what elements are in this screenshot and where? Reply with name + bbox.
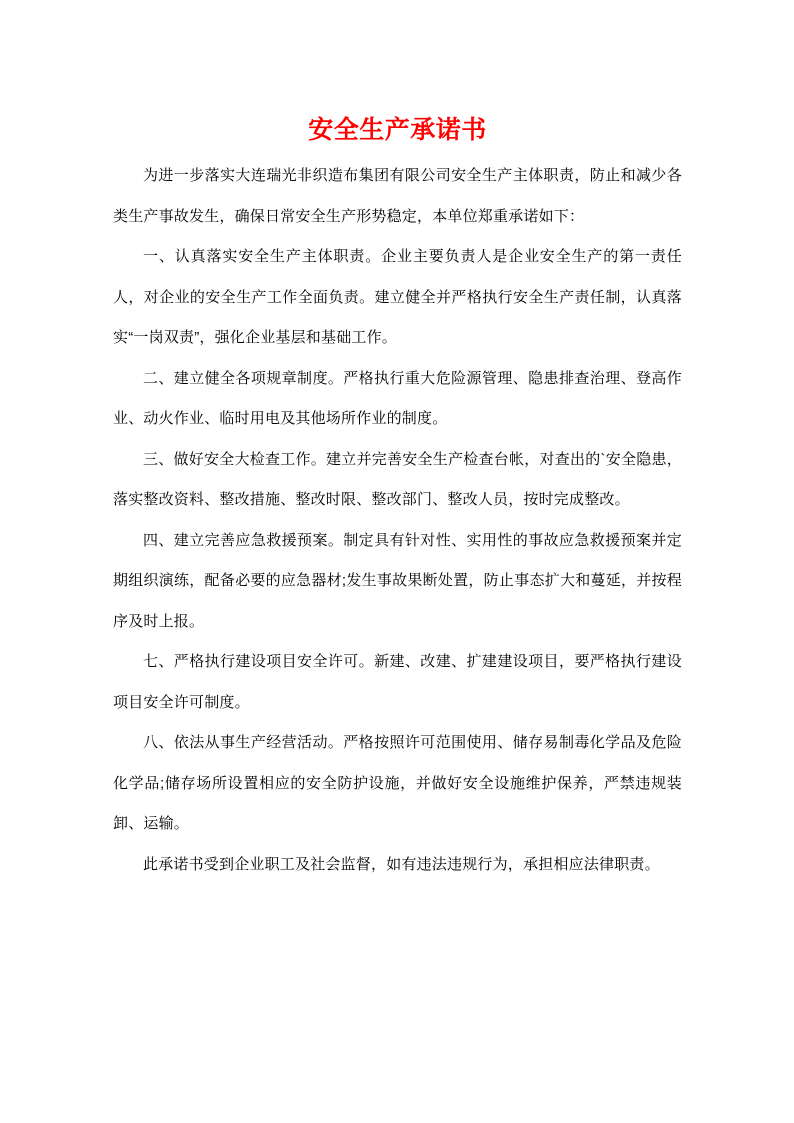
document-body	[113, 156, 682, 885]
paragraph: 七、严格执行建设项目安全许可。新建、改建、扩建建设项目，要严格执行建设项目安全许可制度。	[113, 653, 682, 711]
paragraph: 四、建立完善应急救援预案。制定具有针对性、实用性的事故应急救援预案并定期组织演练，配备必要的应急器材;发生事故果断处置，防止事态扩大和蔓延，并按程序及时上报。	[113, 531, 682, 630]
paragraph: 此承诺书受到企业职工及社会监督，如有违法违规行为，承担相应法律职责。	[143, 855, 660, 873]
paragraph: 三、做好安全大检查工作。建立并完善安全生产检查台帐，对查出的`安全隐患，落实整改资料、整改措施、整改时限、整改部门、整改人员，按时完成整改。	[113, 450, 682, 508]
document-title: 安全生产承诺书	[308, 116, 487, 144]
paragraph: 二、建立健全各项规章制度。严格执行重大危险源管理、隐患排查治理、登高作业、动火作业、临时用电及其他场所作业的制度。	[113, 369, 682, 427]
paragraph: 为进一步落实大连瑞光非织造布集团有限公司安全生产主体职责，防止和减少各类生产事故发生，确保日常安全生产形势稳定，本单位郑重承诺如下：	[113, 167, 682, 225]
paragraph: 八、依法从事生产经营活动。严格按照许可范围使用、储存易制毒化学品及危险化学品;储存场所设置相应的安全防护设施，并做好安全设施维护保养，严禁违规装卸、运输。	[113, 734, 682, 832]
paragraph: 一、认真落实安全生产主体职责。企业主要负责人是企业安全生产的第一责任人，对企业的安全生产工作全面负责。建立健全并严格执行安全生产责任制，认真落实“一岗双责”，强化企业基层和基础工作。	[113, 248, 682, 346]
